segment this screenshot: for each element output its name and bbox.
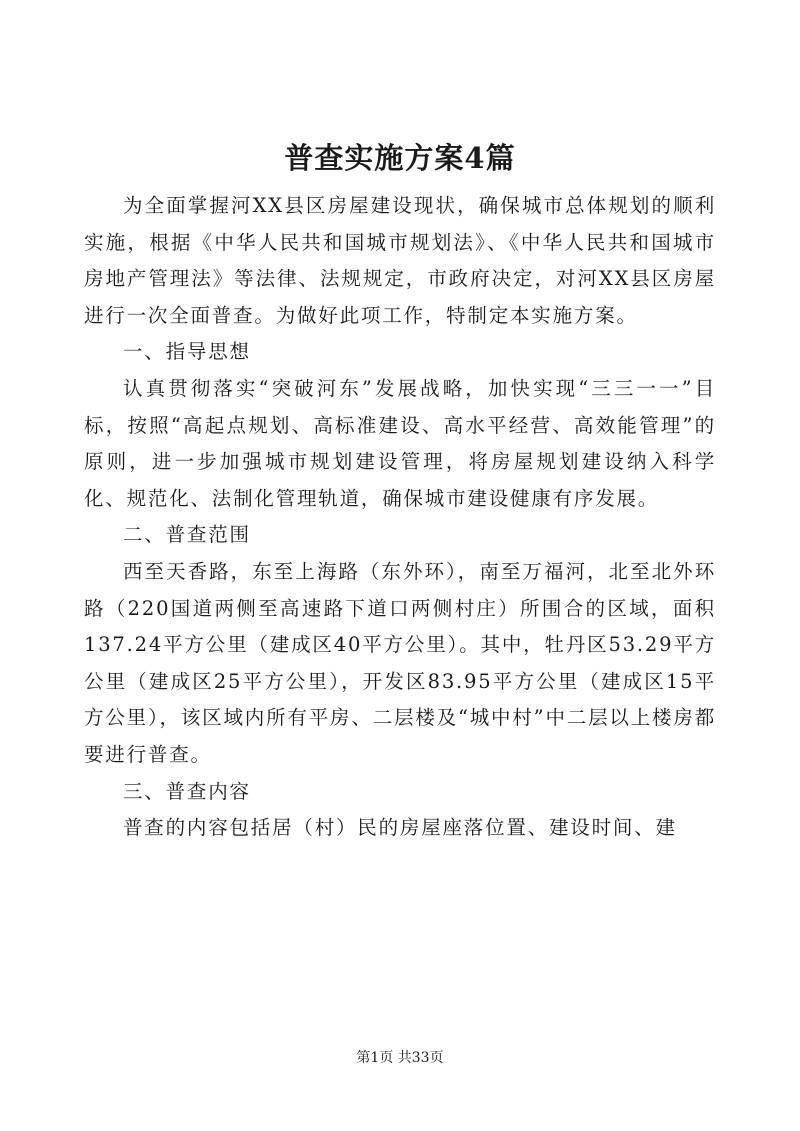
paragraph-survey-scope: 西至天香路，东至上海路（东外环），南至万福河，北至北外环路（220国道两侧至高速路下道口两侧村庄）所围合的区域，面积137.24平方公里（建成区40平方公里）。其中，牡丹区53.29平方公里（建成区25平方公里），开发区83.95平方公里（建成区15平方公里），该区域内所有平房、二层楼及“城中村”中二层以上楼房都要进行普查。 <box>84 559 716 766</box>
section-heading-guiding-ideology: 一、指导思想 <box>123 340 251 364</box>
document-body <box>84 188 716 847</box>
paragraph-intro: 为全面掌握河XX县区房屋建设现状，确保城市总体规划的顺利实施，根据《中华人民共和国城市规划法》、《中华人民共和国城市房地产管理法》等法律、法规规定，市政府决定，对河XX县区房屋进行一次全面普查。为做好此项工作，特制定本实施方案。 <box>84 194 716 327</box>
paragraph-guiding-ideology: 认真贯彻落实“突破河东”发展战略，加快实现“三三一一”目标，按照“高起点规划、高标准建设、高水平经营、高效能管理”的原则，进一步加强城市规划建设管理，将房屋规划建设纳入科学化、规范化、法制化管理轨道，确保城市建设健康有序发展。 <box>84 376 716 510</box>
document-title: 普查实施方案4篇 <box>284 141 516 175</box>
paragraph-survey-content: 普查的内容包括居（村）民的房屋座落位置、建设时间、建 <box>123 816 677 840</box>
page-number-footer: 第1页 共33页 <box>356 1050 444 1066</box>
section-heading-survey-content: 三、普查内容 <box>123 779 251 803</box>
section-heading-survey-scope: 二、普查范围 <box>123 523 251 547</box>
